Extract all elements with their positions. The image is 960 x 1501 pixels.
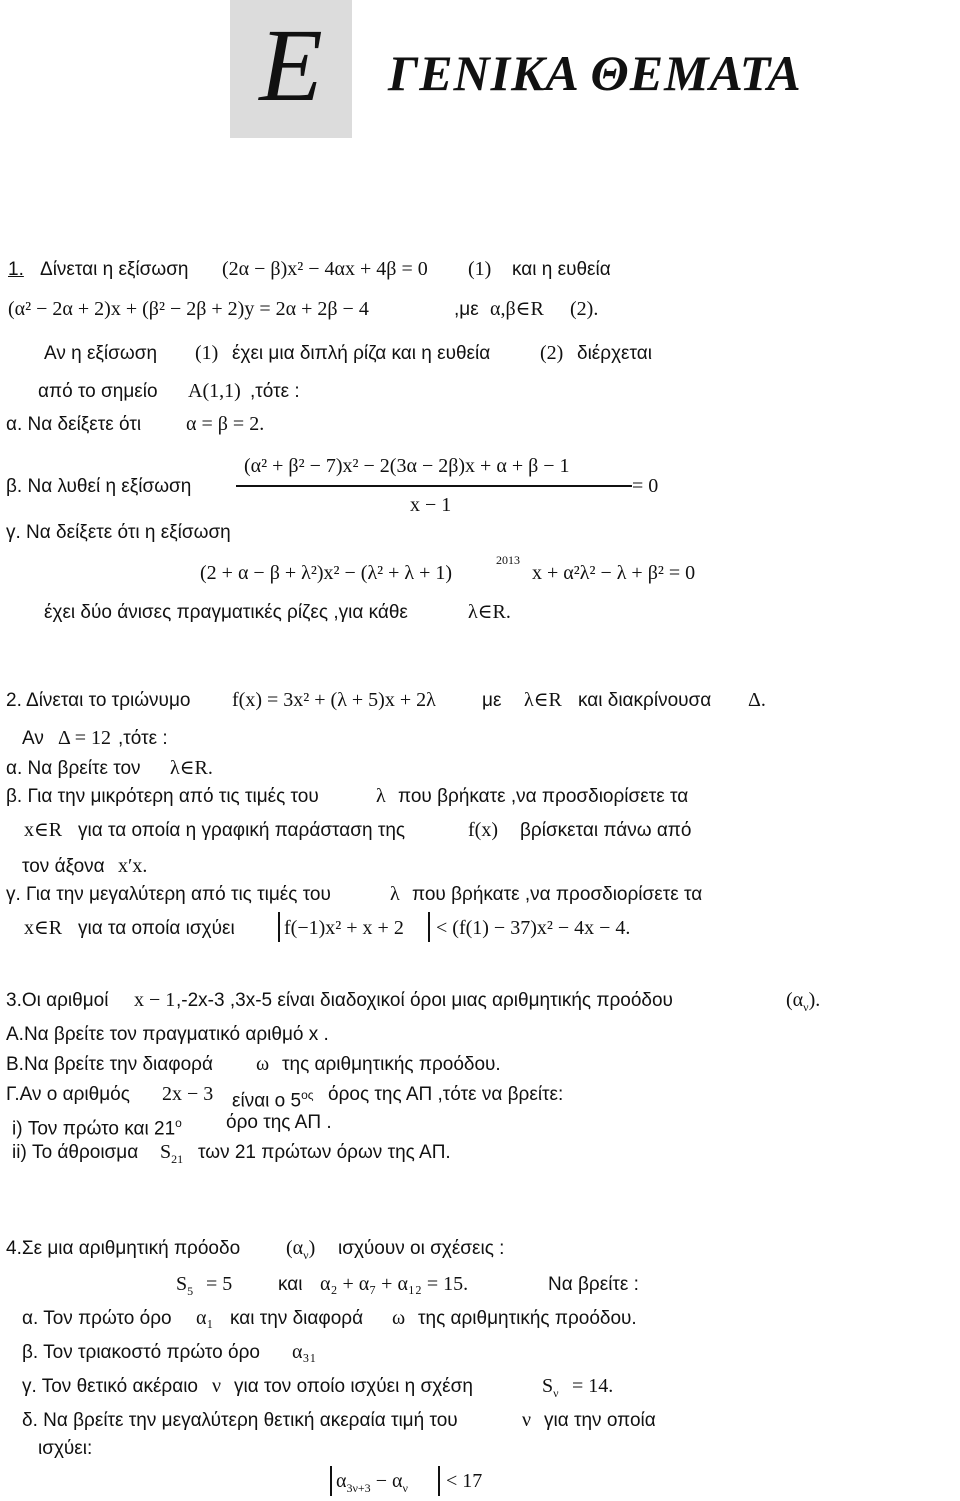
q1-line-equation: (α² − 2α + 2)x + (β² − 2β + 2)y = 2α + 2β − 4 <box>8 298 369 320</box>
q3-part-ii-text: ii) Το άθροισμα <box>12 1142 139 1163</box>
q1-part-c-tail-math: λ∈R. <box>468 601 511 623</box>
q4-s5-rhs: = 5 <box>206 1273 233 1295</box>
q2-part-a-math: λ∈R. <box>170 757 213 779</box>
q4-part-c-rhs: = 14. <box>572 1375 614 1397</box>
page-title: ΓΕΝΙΚΑ ΘΕΜΑΤΑ <box>388 45 802 101</box>
q4-part-d-text-2: για την οποία <box>544 1410 656 1431</box>
q4-part-b-math: α₃₁ <box>292 1341 317 1363</box>
q4-part-a-omega: ω <box>392 1307 406 1329</box>
q1-with-cond: α,β∈R <box>490 298 544 320</box>
q1-point-a: από το σημείο <box>38 381 158 402</box>
q2-part-b-text-2: που βρήκατε ,να προσδιορίσετε τα <box>398 786 689 807</box>
q2-cond: λ∈R <box>524 689 562 711</box>
q4-part-a-text-2: και την διαφορά <box>230 1308 364 1329</box>
q4-part-d-abs: $\alpha_{3\nu+3} - \alpha_\nu$ <box>336 1470 408 1495</box>
q1-part-b-fraction-bar <box>236 485 632 487</box>
q4-part-c-math: $S_\nu$ <box>542 1375 559 1400</box>
q3-part-ii-sum: $S_{21}$ <box>160 1141 184 1166</box>
q2-part-a-text: α. Να βρείτε τον <box>6 758 141 779</box>
q1-part-b-rhs: = 0 <box>632 475 659 497</box>
q4-seq: $(\alpha_\nu)$ <box>286 1237 316 1262</box>
q4-part-c-text-2: για τον οποίο ισχύει η σχέση <box>234 1376 473 1397</box>
q3-part-G-text: Γ.Αν ο αριθμός <box>6 1084 130 1105</box>
q3-part-ii-text-2: των 21 πρώτων όρων της ΑΠ. <box>198 1142 451 1163</box>
q1-intro: Δίνεται η εξίσωση <box>40 259 189 280</box>
q4-abs-bar-left <box>330 1466 332 1496</box>
q1-with: ,με <box>454 299 479 320</box>
q3-terms-text: ,-2x-3 ,3x-5 είναι διαδοχικοί όροι μιας αριθμητικής προόδου <box>176 990 673 1011</box>
q2-part-b-fx: f(x) <box>468 819 498 841</box>
q1-point: Α(1,1) <box>188 380 241 402</box>
q2-if-math: Δ = 12 <box>58 727 112 749</box>
q1-label-2: (2). <box>570 298 599 320</box>
q4-part-b-text: β. Τον τριακοστό πρώτο όρο <box>22 1342 260 1363</box>
q3-part-i-text-2: όρο της ΑΠ . <box>226 1112 332 1133</box>
q1-part-c-equation-left: (2 + α − β + λ²)x² − (λ² + λ + 1) <box>200 562 453 584</box>
q1-cond-label-2: (2) <box>540 342 564 364</box>
chapter-letter: Ε <box>259 8 323 123</box>
q2-part-b-lambda: λ <box>376 785 386 807</box>
q1-cond-b: έχει μια διπλή ρίζα και η ευθεία <box>232 343 491 364</box>
q1-and-line: και η ευθεία <box>512 259 611 280</box>
q2-disc-text: και διακρίνουσα <box>578 690 712 711</box>
q4-part-d-nu: ν <box>522 1409 532 1431</box>
q4-intro: 4.Σε μια αριθμητική πρόοδο <box>6 1238 241 1259</box>
q2-part-c-lambda: λ <box>390 883 400 905</box>
q3-part-G-math: 2x − 3 <box>162 1083 214 1105</box>
q2-function: f(x) = 3x² + (λ + 5)x + 2λ <box>232 689 436 711</box>
q4-part-a-text-3: της αριθμητικής προόδου. <box>418 1308 637 1329</box>
q2-part-b-axis: x′x. <box>118 855 148 877</box>
q2-part-b-text-3: για τα οποία η γραφική παράσταση της <box>78 820 406 841</box>
q3-terms-math: x − 1 <box>134 989 176 1011</box>
q4-kai: και <box>278 1274 303 1295</box>
q2-intro: Δίνεται το τριώνυμο <box>26 690 191 711</box>
q3-part-B-tail: της αριθμητικής προόδου. <box>282 1054 501 1075</box>
q3-part-A: Α.Να βρείτε τον πραγματικό αριθμό x . <box>6 1024 329 1045</box>
q4-part-c-text: γ. Τον θετικό ακέραιο <box>22 1376 198 1397</box>
q1-part-b-denominator: x − 1 <box>410 494 452 516</box>
q4-part-d-rhs: < 17 <box>446 1470 483 1492</box>
q3-part-B-text: Β.Να βρείτε την διαφορά <box>6 1054 213 1075</box>
q1-cond-label-1: (1) <box>195 342 219 364</box>
q3-intro: 3.Οι αριθμοί <box>6 990 109 1011</box>
q1-cond-c: διέρχεται <box>577 343 652 364</box>
q1-part-b-numerator: (α² + β² − 7)x² − 2(3α − 2β)x + α + β − 1 <box>244 455 570 477</box>
q2-part-c-text-3: για τα οποία ισχύει <box>78 918 235 939</box>
q3-seq: $(\alpha_\nu)$. <box>786 989 821 1014</box>
q4-intro-2: ισχύουν οι σχέσεις : <box>338 1238 505 1259</box>
q2-part-b-x: x∈R <box>24 819 63 841</box>
q2-part-b-text-4: βρίσκεται πάνω από <box>520 820 692 841</box>
q1-point-b: ,τότε : <box>250 381 300 402</box>
q4-relation: α₂ + α₇ + α₁₂ = 15. <box>320 1273 469 1295</box>
q2-part-b-text-5: τον άξονα <box>22 856 105 877</box>
q2-part-c-x: x∈R <box>24 917 63 939</box>
q4-part-d-text-3: ισχύει: <box>38 1438 93 1459</box>
q2-if-a: Αν <box>22 728 44 749</box>
q2-abs-bar-right <box>428 912 430 942</box>
q2-part-b-text-1: β. Για την μικρότερη από τις τιμές του <box>6 786 319 807</box>
q4-part-a-text: α. Τον πρώτο όρο <box>22 1308 172 1329</box>
q3-part-i-text: i) Τον πρώτο και $21^o$ <box>12 1116 182 1140</box>
q3-part-G-text-2: είναι ο $5^{o\varsigma}$ <box>232 1088 314 1112</box>
q4-abs-bar-right <box>438 1466 440 1496</box>
q1-part-c-equation-right: x + α²λ² − λ + β² = 0 <box>532 562 696 584</box>
q2-part-c-rhs: < (f(1) − 37)x² − 4x − 4. <box>436 917 631 939</box>
q2-abs-bar-left <box>278 912 280 942</box>
q1-part-c-text: γ. Να δείξετε ότι η εξίσωση <box>6 522 231 543</box>
q4-s5: $S_5$ <box>176 1273 194 1298</box>
q1-number: 1. <box>8 259 24 280</box>
q4-part-a-math: α₁ <box>196 1307 214 1329</box>
q2-part-c-text-2: που βρήκατε ,να προσδιορίσετε τα <box>412 884 703 905</box>
q3-part-B-omega: ω <box>256 1053 270 1075</box>
q1-cond-a: Αν η εξίσωση <box>44 343 158 364</box>
q4-find: Να βρείτε : <box>548 1274 639 1295</box>
q1-part-a-text: α. Να δείξετε ότι <box>6 414 142 435</box>
q4-part-d-text: δ. Να βρείτε την μεγαλύτερη θετική ακεραία τιμή του <box>22 1410 458 1431</box>
q2-disc: Δ. <box>748 689 766 711</box>
q2-number: 2. <box>6 690 22 711</box>
q1-part-b-text: β. Να λυθεί η εξίσωση <box>6 476 192 497</box>
q1-part-c-exponent: 2013 <box>496 553 520 567</box>
q1-part-c-tail-text: έχει δύο άνισες πραγματικές ρίζες ,για κάθε <box>44 602 408 623</box>
q2-if-b: ,τότε : <box>118 728 168 749</box>
q1-part-a-math: α = β = 2. <box>186 413 265 435</box>
q1-equation-1: (2α − β)x² − 4αx + 4β = 0 <box>222 258 428 280</box>
q3-part-G-text-3: όρος της ΑΠ ,τότε να βρείτε: <box>328 1084 564 1105</box>
q2-part-c-abs: f(−1)x² + x + 2 <box>284 917 404 939</box>
q4-part-c-nu: ν <box>212 1375 222 1397</box>
q2-me: με <box>482 690 502 711</box>
q2-part-c-text-1: γ. Για την μεγαλύτερη από τις τιμές του <box>6 884 331 905</box>
q1-label-1: (1) <box>468 258 492 280</box>
